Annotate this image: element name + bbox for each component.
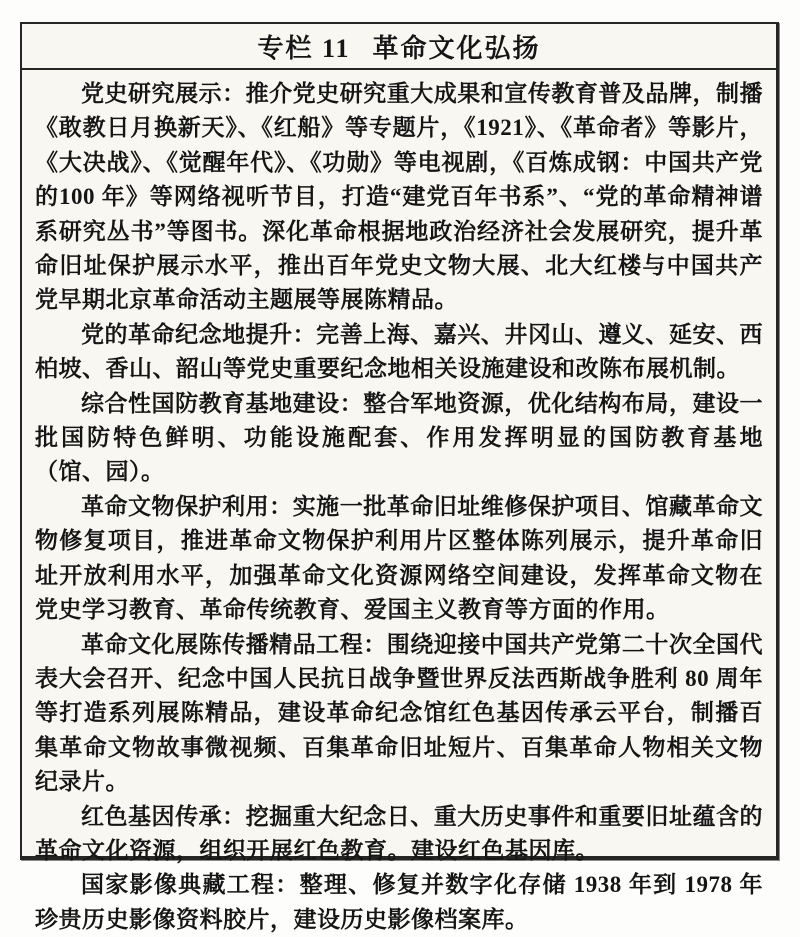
panel-box — [20, 22, 779, 932]
paragraph: 国家影像典藏工程：整理、修复并数字化存储 1938 年到 1978 年珍贵历史影像资料胶片，建设历史影像档案库。 — [35, 872, 763, 932]
panel-title: 革命文化弘扬 — [372, 33, 541, 63]
panel-header — [22, 24, 776, 70]
paragraph: 红色基因传承：挖掘重大纪念日、重大历史事件和重要旧址蕴含的革命文化资源，组织开展红色教育。建设红色基因库。 — [35, 803, 763, 863]
panel-body — [22, 70, 776, 937]
paragraph: 革命文物保护利用：实施一批革命旧址维修保护项目、馆藏革命文物修复项目，推进革命文物保护利用片区整体陈列展示，提升革命旧址开放利用水平，加强革命文化资源网络空间建设，发挥革命文物在党史学习教育、革命传统教育、爱国主义教育等方面的作用。 — [35, 493, 763, 623]
paragraph: 革命文化展陈传播精品工程：围绕迎接中国共产党第二十次全国代表大会召开、纪念中国人民抗日战争暨世界反法西斯战争胜利 80 周年等打造系列展陈精品，建设革命纪念馆红色基因传承云平台，制播百集革命文物故事微视频、百集革命旧址短片、百集革命人物相关文物纪录片。 — [35, 631, 763, 795]
paragraph: 综合性国防教育基地建设：整合军地资源，优化结构布局，建设一批国防特色鲜明、功能设施配套、作用发挥明显的国防教育基地（馆、园）。 — [35, 390, 763, 485]
panel-label: 专栏 11 — [257, 33, 351, 63]
paragraph: 党的革命纪念地提升：完善上海、嘉兴、井冈山、遵义、延安、西柏坡、香山、韶山等党史重要纪念地相关设施建设和改陈布展机制。 — [35, 321, 763, 382]
paragraph: 党史研究展示：推介党史研究重大成果和宣传教育普及品牌，制播《敢教日月换新天》、《红船》等专题片，《1921》、《革命者》等影片，《大决战》、《觉醒年代》、《功勋》等电视剧，《百炼成钢：中国共产党的100 年》等网络视听节目，打造“建党百年书系”、“党的革命精神谱系研究丛书”等图书。深化革命根据地政治经济社会发展研究，提升革命旧址保护展示水平，推出百年党史文物大展、北大红楼与中国共产党早期北京革命活动主题展等展陈精品。 — [35, 81, 763, 313]
